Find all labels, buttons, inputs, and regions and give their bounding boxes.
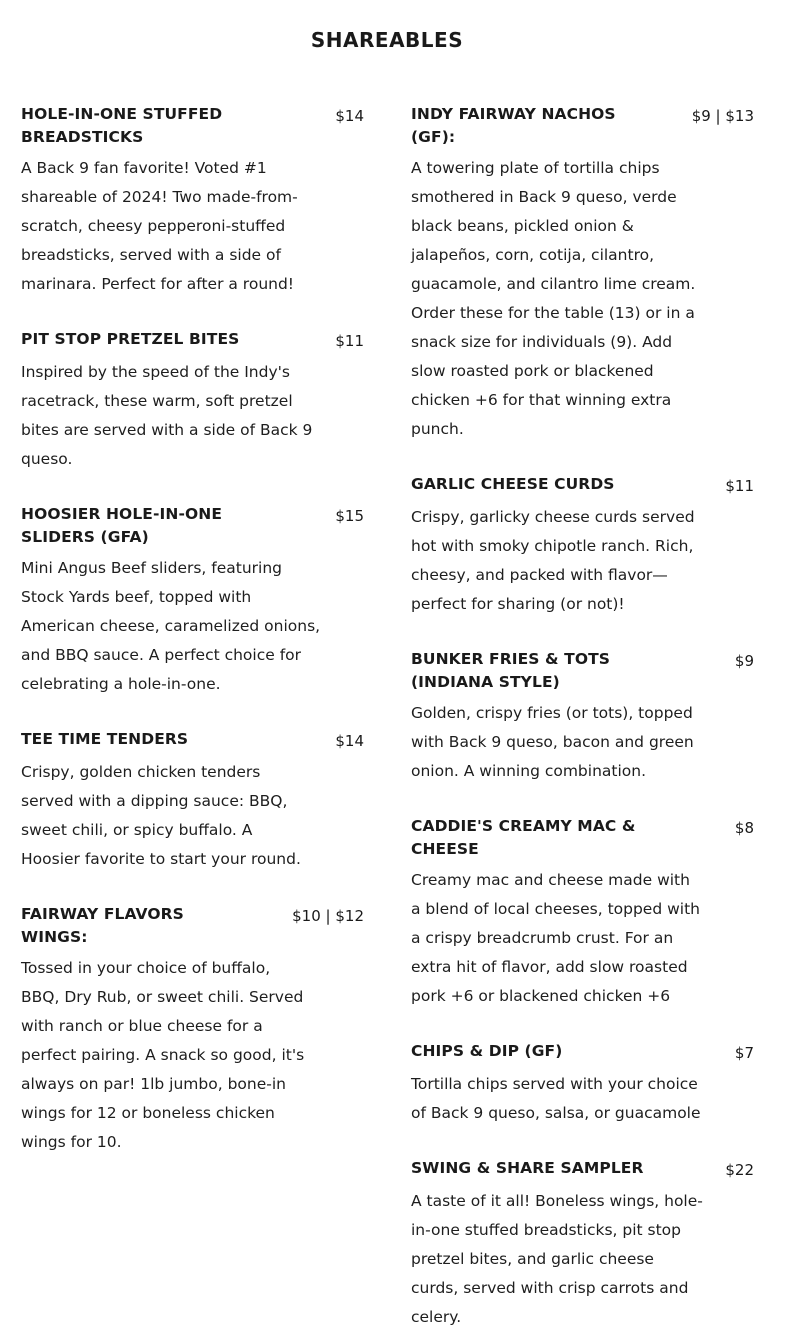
menu-item-price: $7 — [734, 1044, 754, 1062]
left-column — [21, 103, 364, 1157]
menu-item-name: CADDIE'S CREAMY MAC & CHEESE — [411, 817, 636, 858]
menu-item-header — [21, 103, 364, 148]
menu-item-name: CHIPS & DIP (GF) — [411, 1042, 563, 1060]
menu-item — [411, 815, 754, 1011]
menu-item-description: A taste of it all! Boneless wings, hole-in-one stuffed breadsticks, pit stop pretzel bites, and garlic cheese curds, served with crisp carrots and celery. — [411, 1192, 703, 1326]
menu-item-description: Crispy, garlicky cheese curds served hot with smoky chipotle ranch. Rich, cheesy, and packed with flavor—perfect for sharing (or not)! — [411, 508, 695, 613]
menu-title: SHAREABLES — [310, 28, 464, 52]
menu-item-name: BUNKER FRIES & TOTS (INDIANA STYLE) — [411, 650, 611, 691]
menu-item-header — [21, 728, 364, 752]
menu-item — [21, 103, 364, 299]
menu-item-description: Golden, crispy fries (or tots), topped with Back 9 queso, bacon and green onion. A winning combination. — [411, 704, 694, 780]
menu-item — [21, 328, 364, 474]
menu-item — [411, 473, 754, 619]
menu-item — [21, 503, 364, 699]
menu-item-name: HOOSIER HOLE-IN-ONE SLIDERS (GFA) — [21, 505, 223, 546]
menu-item — [411, 103, 754, 444]
menu-item-price: $8 — [734, 819, 754, 837]
menu-item-header — [21, 903, 364, 948]
menu-item-price: $14 — [335, 732, 364, 750]
menu-item — [21, 728, 364, 874]
menu-item-header — [21, 328, 364, 352]
menu-item — [411, 1157, 754, 1332]
menu-item-header — [411, 1040, 754, 1064]
right-column — [411, 103, 754, 1332]
menu-item-description: Tortilla chips served with your choice of Back 9 queso, salsa, or guacamole — [411, 1075, 701, 1122]
menu-item-header — [21, 503, 364, 548]
menu-item — [411, 648, 754, 786]
menu-item-name: FAIRWAY FLAVORS WINGS: — [21, 905, 184, 946]
menu-item-name: SWING & SHARE SAMPLER — [411, 1159, 644, 1177]
menu-item-price: $15 — [335, 507, 364, 525]
menu-item — [21, 903, 364, 1157]
menu-item-description: Tossed in your choice of buffalo, BBQ, Dry Rub, or sweet chili. Served with ranch or blue cheese for a perfect pairing. A snack so good, it's always on par! 1lb jumbo, bone-in wings for 12 or boneless chicken wings for 10. — [21, 959, 305, 1151]
menu-item-description: Inspired by the speed of the Indy's racetrack, these warm, soft pretzel bites are served with a side of Back 9 queso. — [21, 363, 313, 468]
menu-item-name: GARLIC CHEESE CURDS — [411, 475, 615, 493]
menu-item-name: INDY FAIRWAY NACHOS (GF): — [411, 105, 616, 146]
menu-item-header — [411, 103, 754, 148]
menu-item-header — [411, 1157, 754, 1181]
menu-item-price: $11 — [335, 332, 364, 350]
menu-item-header — [411, 473, 754, 497]
menu-item-name: PIT STOP PRETZEL BITES — [21, 330, 240, 348]
menu-item-description: Creamy mac and cheese made with a blend of local cheeses, topped with a crispy breadcrumb crust. For an extra hit of flavor, add slow roasted pork +6 or blackened chicken +6 — [411, 871, 700, 1005]
menu-item-price: $11 — [725, 477, 754, 495]
menu-item-price: $14 — [335, 107, 364, 125]
menu-item — [411, 1040, 754, 1128]
menu-item-description: A towering plate of tortilla chips smothered in Back 9 queso, verde black beans, pickled onion & jalapeños, corn, cotija, cilantro, guacamole, and cilantro lime cream. Order these for the table (13) or in a snack size for individuals (9). Add slow roasted pork or blackened chicken +6 for that winning extra punch. — [411, 159, 696, 438]
menu-item-description: Mini Angus Beef sliders, featuring Stock Yards beef, topped with American cheese, caramelized onions, and BBQ sauce. A perfect choice for celebrating a hole-in-one. — [21, 559, 321, 693]
menu-item-header — [411, 648, 754, 693]
menu-item-description: Crispy, golden chicken tenders served with a dipping sauce: BBQ, sweet chili, or spicy buffalo. A Hoosier favorite to start your round. — [21, 763, 301, 868]
menu-item-price: $9 | $13 — [691, 107, 754, 125]
menu-item-price: $9 — [734, 652, 754, 670]
menu-item-name: TEE TIME TENDERS — [21, 730, 189, 748]
menu-item-description: A Back 9 fan favorite! Voted #1 shareable of 2024! Two made-from-scratch, cheesy pepperoni-stuffed breadsticks, served with a side of marinara. Perfect for after a round! — [21, 159, 298, 293]
menu-item-price: $22 — [725, 1161, 754, 1179]
menu-item-price: $10 | $12 — [292, 907, 364, 925]
menu-item-header — [411, 815, 754, 860]
menu-item-name: HOLE-IN-ONE STUFFED BREADSTICKS — [21, 105, 223, 146]
